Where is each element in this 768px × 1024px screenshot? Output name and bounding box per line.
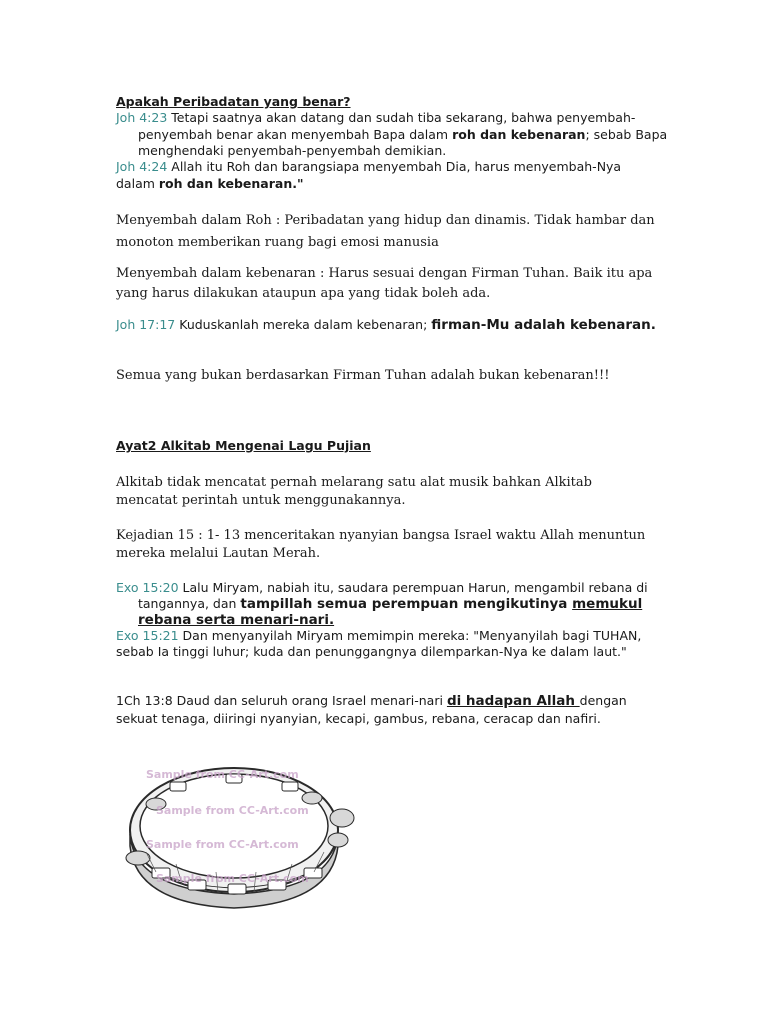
paragraph-roh: Menyembah dalam Roh : Peribadatan yang hidup dan dinamis. Tidak hambar dan monoton memberikan ruang bagi emosi manusia xyxy=(116,213,655,250)
paragraph-semua: Semua yang bukan berdasarkan Firman Tuhan adalah bukan kebenaran!!! xyxy=(116,368,610,383)
verse-joh-4-23: Joh 4:23 Tetapi saatnya akan datang dan sudah tiba sekarang, bahwa penyembah-penyembah benar akan menyembah Bapa dalam roh dan kebenaran; sebab Bapa menghendaki penyembah-penyembah demikian. xyxy=(116,110,668,158)
section1-heading: Apakah Peribadatan yang benar? xyxy=(116,94,351,109)
paragraph-alkitab: Alkitab tidak mencatat pernah melarang satu alat musik bahkan Alkitab mencatat perintah untuk menggunakannya. xyxy=(116,475,592,508)
watermark-text: Sample from CC-Art.com xyxy=(156,804,309,817)
verse-ref: Exo 15:21 xyxy=(116,628,179,643)
section2-heading: Ayat2 Alkitab Mengenai Lagu Pujian xyxy=(116,438,371,453)
tambourine-image xyxy=(116,742,358,920)
watermark-text: Sample from CC-Art.com xyxy=(146,838,299,851)
verse-ref: Joh 4:23 xyxy=(116,110,168,125)
verse-joh-4-24: Joh 4:24 Allah itu Roh dan barangsiapa menyembah Dia, harus menyembah-Nya dalam roh dan kebenaran." xyxy=(116,159,622,191)
verse-exo-15-21: Exo 15:21 Dan menyanyilah Miryam memimpin mereka: "Menyanyilah bagi TUHAN, sebab Ia tinggi luhur; kuda dan penunggangnya dilemparkan-Nya ke dalam laut." xyxy=(116,628,642,659)
verse-joh-17-17: Joh 17:17 Kuduskanlah mereka dalam kebenaran; firman-Mu adalah kebenaran. xyxy=(116,317,656,333)
paragraph-kebenaran: Menyembah dalam kebenaran : Harus sesuai dengan Firman Tuhan. Baik itu apa yang harus dilakukan ataupun apa yang tidak boleh ada. xyxy=(116,266,653,301)
verse-exo-15-20: Exo 15:20 Lalu Miryam, nabiah itu, saudara perempuan Harun, mengambil rebana di tangannya, dan tampillah semua perempuan mengikutinya memukul rebana serta menari-nari. xyxy=(116,580,648,628)
tambourine-icon xyxy=(116,742,358,920)
verse-1ch-13-8: 1Ch 13:8 Daud dan seluruh orang Israel menari-nari di hadapan Allah dengan sekuat tenaga, diiringi nyanyian, kecapi, gambus, rebana, ceracap dan nafiri. xyxy=(116,693,627,726)
verse-ref: Joh 17:17 xyxy=(116,317,176,332)
verse-ref: Joh 4:24 xyxy=(116,159,168,174)
watermark-text: Sample from CC-Art.com xyxy=(146,768,299,781)
paragraph-kejadian: Kejadian 15 : 1- 13 menceritakan nyanyian bangsa Israel waktu Allah menuntun mereka melalui Lautan Merah. xyxy=(116,528,646,561)
watermark-text: Sample from CC-Art.com xyxy=(156,872,309,885)
verse-ref: Exo 15:20 xyxy=(116,580,179,595)
